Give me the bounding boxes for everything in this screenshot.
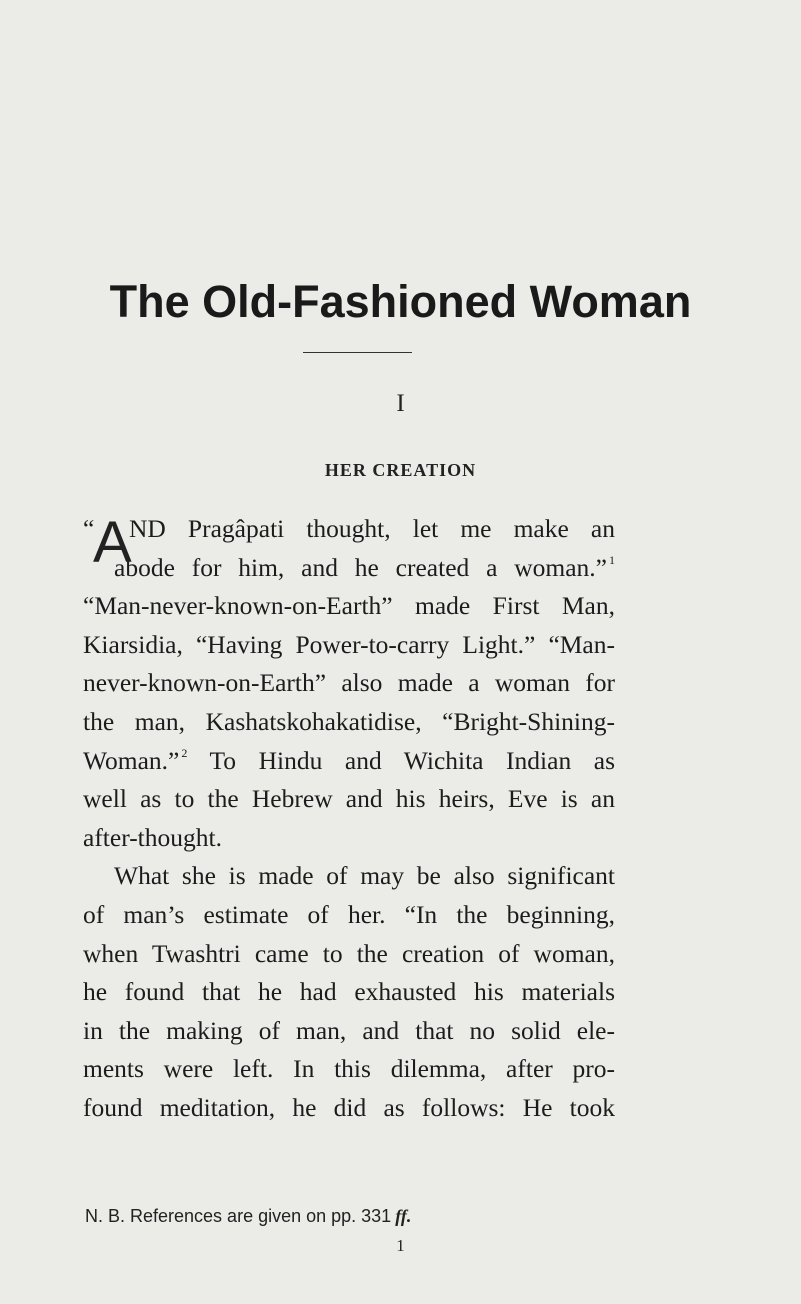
paragraph-1-line-5: never-known-on-Earth” also made a woman for xyxy=(83,668,615,698)
footnote-ref-1: 1 xyxy=(609,552,615,567)
paragraph-1-line-3: “Man-never-known-on-Earth” made First Man, xyxy=(83,591,615,621)
footnote xyxy=(85,1206,411,1227)
chapter-title: HER CREATION xyxy=(324,460,477,480)
open-quote: “ xyxy=(83,514,95,543)
paragraph-1-line-2 xyxy=(83,549,615,588)
paragraph-2-line-5: in the making of man, and that no solid ele- xyxy=(83,1015,615,1045)
paragraph-1-line-4: Kiarsidia, “Having Power-to-carry Light.” “Man- xyxy=(83,629,615,659)
line-text: Woman.” xyxy=(83,745,180,775)
paragraph-2-line-1: What she is made of may be also significant xyxy=(114,861,615,891)
paragraph-1-line-7 xyxy=(83,742,615,781)
paragraph-2-line-6: ments were left. In this dilemma, after pro- xyxy=(83,1054,615,1084)
paragraph-2-line-4: he found that he had exhausted his materials xyxy=(83,977,615,1007)
drop-cap: A xyxy=(93,510,132,575)
body-text xyxy=(83,510,615,1128)
book-title: The Old-Fashioned Woman xyxy=(109,276,692,327)
paragraph-2-line-7: found meditation, he did as follows: He took xyxy=(83,1092,615,1122)
footnote-ref-2: 2 xyxy=(181,745,188,760)
paragraph-1-line-8: well as to the Hebrew and his heirs, Eve is an xyxy=(83,784,615,814)
chapter-number: I xyxy=(396,390,405,417)
paragraph-2-line-3: when Twashtri came to the creation of woman, xyxy=(83,938,615,968)
paragraph-1-line-9: after-thought. xyxy=(83,822,222,852)
paragraph-1-line-6: the man, Kashatskohakatidise, “Bright-Shining- xyxy=(83,706,615,736)
title-divider xyxy=(303,352,412,353)
paragraph-2-line-2: of man’s estimate of her. “In the beginning, xyxy=(83,899,615,929)
line-text: abode for him, and he created a woman.” xyxy=(114,552,607,582)
page-number: 1 xyxy=(396,1236,405,1255)
first-line-text: ND Pragâpati thought, let me make an xyxy=(129,514,615,543)
footnote-text: N. B. References are given on pp. 331 xyxy=(85,1206,392,1226)
line-text: To Hindu and Wichita Indian as xyxy=(209,745,615,775)
footnote-ff: ff. xyxy=(395,1206,412,1226)
